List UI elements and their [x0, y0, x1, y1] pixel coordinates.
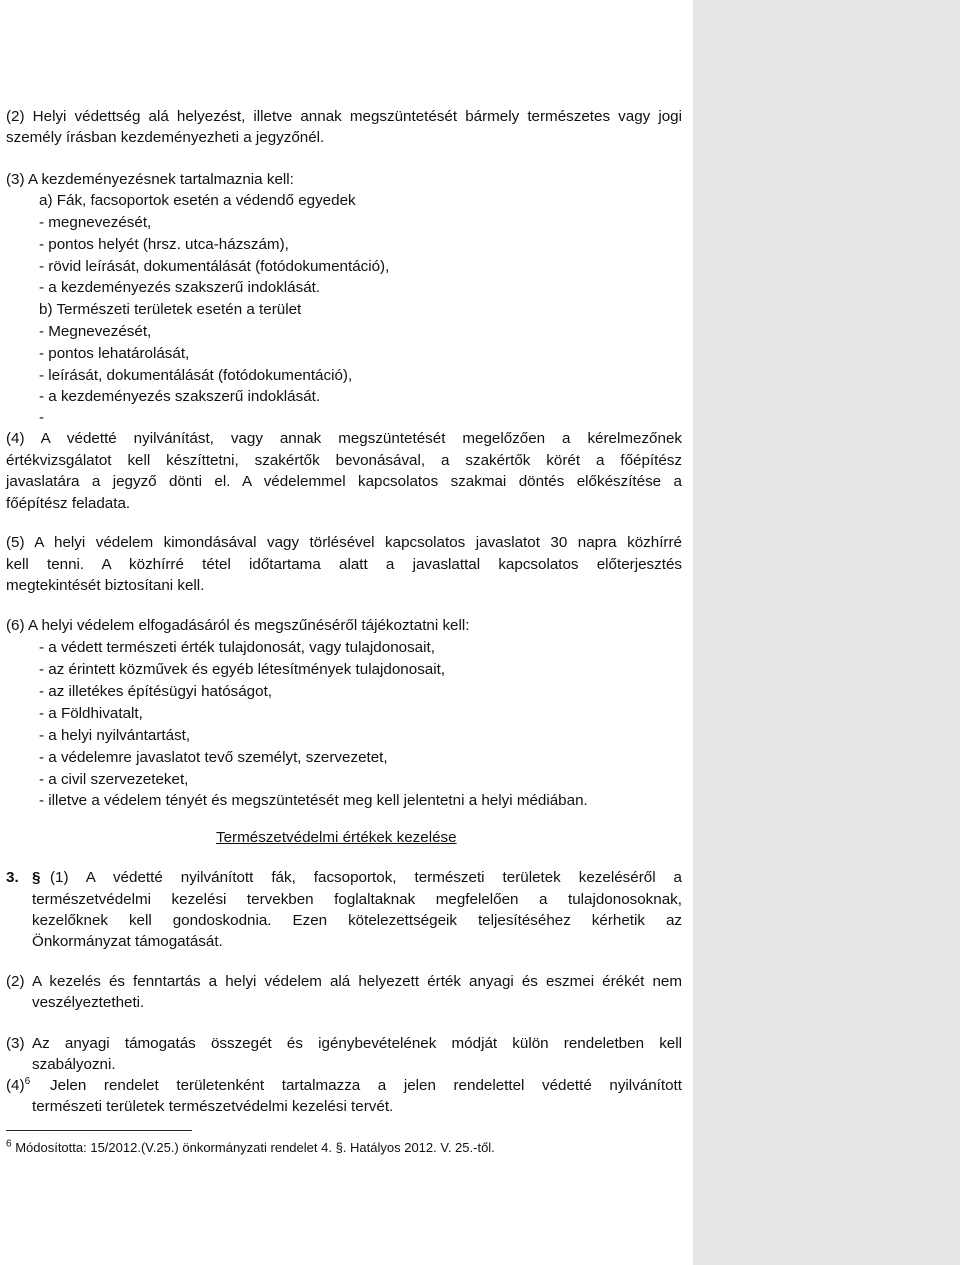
- list-item: - a kezdeményezés szakszerű indoklását.: [39, 388, 321, 405]
- list-item: - Megnevezését,: [39, 323, 152, 340]
- section-3-line-1: (1) A védetté nyilvánított fák, facsoportok, természeti területek kezeléséről a: [50, 869, 682, 886]
- paragraph-4-line-2: értékvizsgálatot kell készíttetni, szakértők bevonásával, a szakértők körét a főépítész: [6, 452, 682, 469]
- list-item: - a civil szervezeteket,: [39, 771, 189, 788]
- subsection-number: $(4)^6$: [6, 1075, 31, 1094]
- footnote-text: Módosította: 15/2012.(V.25.) önkormányzati rendelet 4. §. Hatályos 2012. V. 25.-től.: [15, 1140, 495, 1155]
- footnote-marker: 6: [6, 1138, 12, 1150]
- section-3-line-2: természetvédelmi kezelési tervekben foglaltaknak megfelelően a tulajdonosoknak,: [32, 891, 682, 908]
- list-item: - pontos lehatárolását,: [39, 345, 190, 362]
- list-item: - a helyi nyilvántartást,: [39, 727, 191, 744]
- section-3-line-4: Önkormányzat támogatását.: [32, 933, 223, 950]
- section-sign: §: [32, 869, 41, 886]
- subsection-4-line-1: Jelen rendelet területenként tartalmazza a jelen rendelettel védetté nyilvánított: [50, 1077, 682, 1094]
- paragraph-3-a-head: a) Fák, facsoportok esetén a védendő egyedek: [39, 192, 356, 209]
- list-item: - a védelemre javaslatot tevő személyt, szervezetet,: [39, 749, 388, 766]
- subsection-2-line-2: veszélyeztetheti.: [32, 994, 145, 1011]
- subsection-2-line-1: A kezelés és fenntartás a helyi védelem alá helyezett érték anyagi és eszmei érékét nem: [32, 973, 682, 990]
- paragraph-2-line-1: (2) Helyi védettség alá helyezést, illetve annak megszüntetését bármely természetes vagy jogi: [6, 108, 682, 125]
- paragraph-6-intro: (6) A helyi védelem elfogadásáról és megszűnéséről tájékoztatni kell:: [6, 617, 470, 634]
- list-item: -: [39, 409, 45, 426]
- subsection-4-line-2: természeti területek természetvédelmi kezelési tervét.: [32, 1098, 394, 1115]
- paragraph-4-line-1: (4) A védetté nyilvánítást, vagy annak megszüntetését megelőzően a kérelmezőnek: [6, 430, 682, 447]
- list-item: - a kezdeményezés szakszerű indoklását.: [39, 279, 321, 296]
- footnote-separator: [6, 1130, 192, 1131]
- list-item: - az érintett közművek és egyéb létesítmények tulajdonosait,: [39, 661, 446, 678]
- section-3-line-3: kezelőknek kell gondoskodnia. Ezen kötelezettségeik teljesítéséhez kérhetik az: [32, 912, 682, 929]
- paragraph-2-line-2: személy írásban kezdeményezheti a jegyzőnél.: [6, 129, 325, 146]
- list-item: - leírását, dokumentálását (fotódokumentáció),: [39, 367, 353, 384]
- subsection-number: (2): [6, 973, 25, 990]
- paragraph-4-line-3: javaslatára a jegyző dönti el. A védelemmel kapcsolatos szakmai döntés előkészítése a: [6, 473, 682, 490]
- paragraph-3-intro: (3) A kezdeményezésnek tartalmaznia kell:: [6, 171, 294, 188]
- paragraph-5-line-2: kell tenni. A közhírré tétel időtartama alatt a javaslattal kapcsolatos előterjesztés: [6, 556, 682, 573]
- list-item: - a Földhivatalt,: [39, 705, 143, 722]
- list-item: - megnevezését,: [39, 214, 152, 231]
- paragraph-5-line-1: (5) A helyi védelem kimondásával vagy törlésével kapcsolatos javaslatot 30 napra közhírré: [6, 534, 682, 551]
- list-item: - pontos helyét (hrsz. utca-házszám),: [39, 236, 289, 253]
- subsection-3-line-2: szabályozni.: [32, 1056, 116, 1073]
- subsection-number: (3): [6, 1035, 25, 1052]
- comment-margin: [693, 0, 960, 1265]
- paragraph-5-line-3: megtekintését biztosítani kell.: [6, 577, 205, 594]
- section-number: 3.: [6, 869, 19, 886]
- subsection-3-line-1: Az anyagi támogatás összegét és igénybevételének módját külön rendeletben kell: [32, 1035, 682, 1052]
- list-item: - a védett természeti érték tulajdonosát, vagy tulajdonosait,: [39, 639, 435, 656]
- section-heading: Természetvédelmi értékek kezelése: [216, 829, 457, 846]
- footnote: [6, 1138, 495, 1158]
- paragraph-3-b-head: b) Természeti területek esetén a terület: [39, 301, 302, 318]
- list-item: - az illetékes építésügyi hatóságot,: [39, 683, 273, 700]
- list-item: - illetve a védelem tényét és megszüntetését meg kell jelentetni a helyi médiában.: [39, 792, 588, 809]
- footnote-reference[interactable]: 6: [24, 1075, 31, 1087]
- list-item: - rövid leírását, dokumentálását (fotódokumentáció),: [39, 258, 390, 275]
- paragraph-4-line-4: főépítész feladata.: [6, 495, 131, 512]
